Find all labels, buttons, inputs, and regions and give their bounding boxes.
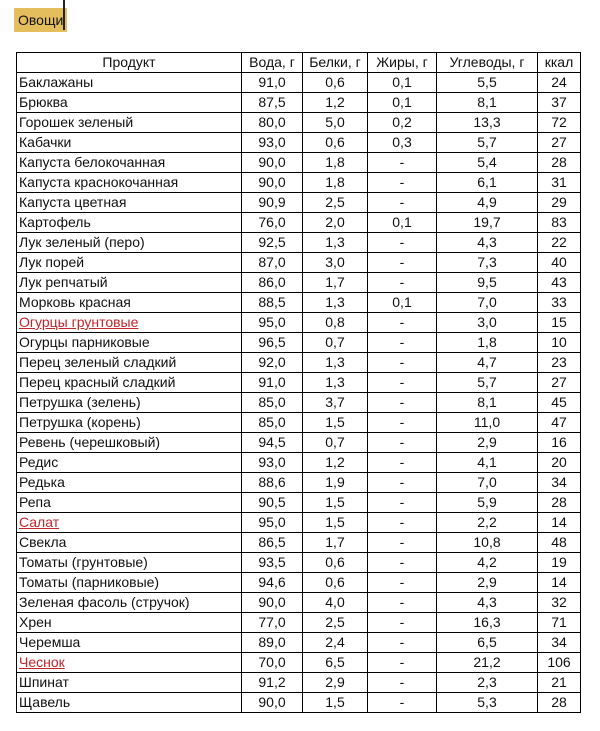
table-row xyxy=(17,73,581,93)
cell-product: Петрушка (зелень) xyxy=(17,393,242,413)
cell-product: Томаты (парниковые) xyxy=(17,573,242,593)
cell-carbs: 19,7 xyxy=(437,213,538,233)
cell-fat: - xyxy=(368,533,437,553)
cell-water: 91,0 xyxy=(242,373,303,393)
cell-carbs: 16,3 xyxy=(437,613,538,633)
cell-protein: 1,8 xyxy=(303,153,368,173)
cell-product: Свекла xyxy=(17,533,242,553)
cell-fat: - xyxy=(368,693,437,713)
cell-carbs: 10,8 xyxy=(437,533,538,553)
cell-protein: 2,9 xyxy=(303,673,368,693)
cell-protein: 0,8 xyxy=(303,313,368,333)
cell-protein: 1,9 xyxy=(303,473,368,493)
cell-fat: - xyxy=(368,553,437,573)
cell-product: Лук репчатый xyxy=(17,273,242,293)
table-header-row xyxy=(17,53,581,73)
table-row xyxy=(17,413,581,433)
cell-protein: 2,0 xyxy=(303,213,368,233)
cell-fat: - xyxy=(368,653,437,673)
cell-carbs: 7,0 xyxy=(437,293,538,313)
cell-protein: 5,0 xyxy=(303,113,368,133)
cell-water: 89,0 xyxy=(242,633,303,653)
cell-water: 90,5 xyxy=(242,493,303,513)
cell-protein: 6,5 xyxy=(303,653,368,673)
cell-fat: - xyxy=(368,313,437,333)
cell-kcal: 33 xyxy=(538,293,581,313)
cell-carbs: 5,9 xyxy=(437,493,538,513)
cell-kcal: 19 xyxy=(538,553,581,573)
cell-water: 90,0 xyxy=(242,173,303,193)
cell-water: 86,5 xyxy=(242,533,303,553)
cell-fat: - xyxy=(368,373,437,393)
cell-carbs: 7,3 xyxy=(437,253,538,273)
cell-kcal: 10 xyxy=(538,333,581,353)
table-row xyxy=(17,233,581,253)
cell-fat: - xyxy=(368,333,437,353)
cell-fat: - xyxy=(368,453,437,473)
cell-protein: 2,5 xyxy=(303,613,368,633)
cell-protein: 1,3 xyxy=(303,373,368,393)
cell-water: 95,0 xyxy=(242,313,303,333)
cell-water: 85,0 xyxy=(242,413,303,433)
cell-protein: 1,2 xyxy=(303,453,368,473)
cell-protein: 1,8 xyxy=(303,173,368,193)
cell-carbs: 4,3 xyxy=(437,233,538,253)
cell-water: 86,0 xyxy=(242,273,303,293)
cell-product: Щавель xyxy=(17,693,242,713)
cell-product: Лук порей xyxy=(17,253,242,273)
cell-product: Капуста краснокочанная xyxy=(17,173,242,193)
cell-water: 88,5 xyxy=(242,293,303,313)
cell-carbs: 11,0 xyxy=(437,413,538,433)
cell-protein: 1,2 xyxy=(303,93,368,113)
table-row xyxy=(17,333,581,353)
cell-carbs: 5,4 xyxy=(437,153,538,173)
cell-protein: 2,4 xyxy=(303,633,368,653)
cell-protein: 3,7 xyxy=(303,393,368,413)
cell-carbs: 4,2 xyxy=(437,553,538,573)
cell-product: Кабачки xyxy=(17,133,242,153)
cell-fat: - xyxy=(368,513,437,533)
cell-kcal: 48 xyxy=(538,533,581,553)
cell-carbs: 1,8 xyxy=(437,333,538,353)
table-row xyxy=(17,353,581,373)
cell-water: 93,0 xyxy=(242,133,303,153)
cell-product: Томаты (грунтовые) xyxy=(17,553,242,573)
cell-kcal: 16 xyxy=(538,433,581,453)
cell-carbs: 4,7 xyxy=(437,353,538,373)
cell-kcal: 27 xyxy=(538,373,581,393)
cell-kcal: 14 xyxy=(538,513,581,533)
cell-kcal: 45 xyxy=(538,393,581,413)
cell-fat: - xyxy=(368,273,437,293)
cell-product: Ревень (черешковый) xyxy=(17,433,242,453)
cell-carbs: 6,5 xyxy=(437,633,538,653)
header-fat: Жиры, г xyxy=(368,53,437,73)
table-row xyxy=(17,673,581,693)
table-row xyxy=(17,93,581,113)
cell-product: Морковь красная xyxy=(17,293,242,313)
cell-product: Перец красный сладкий xyxy=(17,373,242,393)
cell-product: Редька xyxy=(17,473,242,493)
cell-kcal: 28 xyxy=(538,493,581,513)
cell-kcal: 23 xyxy=(538,353,581,373)
cell-carbs: 7,0 xyxy=(437,473,538,493)
cell-carbs: 8,1 xyxy=(437,93,538,113)
cell-protein: 0,7 xyxy=(303,433,368,453)
table-row xyxy=(17,693,581,713)
product-link[interactable]: Огурцы грунтовые xyxy=(17,313,242,333)
table-row xyxy=(17,313,581,333)
cell-water: 90,0 xyxy=(242,693,303,713)
table-row xyxy=(17,513,581,533)
cell-fat: - xyxy=(368,153,437,173)
table-row xyxy=(17,193,581,213)
table-row xyxy=(17,173,581,193)
section-title-badge: Овощи xyxy=(14,8,67,32)
cell-water: 95,0 xyxy=(242,513,303,533)
cell-fat: - xyxy=(368,613,437,633)
table-row xyxy=(17,113,581,133)
table-row xyxy=(17,613,581,633)
cell-kcal: 14 xyxy=(538,573,581,593)
cell-water: 87,0 xyxy=(242,253,303,273)
cell-kcal: 27 xyxy=(538,133,581,153)
cell-fat: 0,1 xyxy=(368,93,437,113)
cell-water: 90,0 xyxy=(242,153,303,173)
header-product: Продукт xyxy=(17,53,242,73)
cell-water: 93,0 xyxy=(242,453,303,473)
cell-kcal: 72 xyxy=(538,113,581,133)
cell-product: Огурцы парниковые xyxy=(17,333,242,353)
cell-protein: 1,5 xyxy=(303,693,368,713)
table-row xyxy=(17,373,581,393)
header-carbs: Углеводы, г xyxy=(437,53,538,73)
cell-product: Петрушка (корень) xyxy=(17,413,242,433)
cell-carbs: 4,3 xyxy=(437,593,538,613)
cell-water: 94,6 xyxy=(242,573,303,593)
cell-kcal: 83 xyxy=(538,213,581,233)
table-row xyxy=(17,433,581,453)
cell-kcal: 43 xyxy=(538,273,581,293)
table-row xyxy=(17,573,581,593)
cell-product: Капуста цветная xyxy=(17,193,242,213)
table-row xyxy=(17,253,581,273)
cell-water: 80,0 xyxy=(242,113,303,133)
cell-water: 90,0 xyxy=(242,593,303,613)
cell-carbs: 2,9 xyxy=(437,433,538,453)
cell-product: Капуста белокочанная xyxy=(17,153,242,173)
cell-kcal: 71 xyxy=(538,613,581,633)
table-row xyxy=(17,493,581,513)
cell-kcal: 34 xyxy=(538,633,581,653)
cell-kcal: 47 xyxy=(538,413,581,433)
cell-fat: - xyxy=(368,433,437,453)
cell-kcal: 29 xyxy=(538,193,581,213)
cell-protein: 1,5 xyxy=(303,513,368,533)
cell-water: 94,5 xyxy=(242,433,303,453)
table-body xyxy=(17,73,581,713)
cell-water: 92,0 xyxy=(242,353,303,373)
cell-product: Картофель xyxy=(17,213,242,233)
cell-water: 88,6 xyxy=(242,473,303,493)
cell-fat: - xyxy=(368,673,437,693)
cell-protein: 1,5 xyxy=(303,493,368,513)
cell-protein: 0,6 xyxy=(303,553,368,573)
cell-water: 70,0 xyxy=(242,653,303,673)
cell-protein: 4,0 xyxy=(303,593,368,613)
cell-product: Редис xyxy=(17,453,242,473)
cell-water: 87,5 xyxy=(242,93,303,113)
cell-fat: - xyxy=(368,173,437,193)
cell-protein: 0,6 xyxy=(303,573,368,593)
cell-fat: 0,2 xyxy=(368,113,437,133)
cell-kcal: 15 xyxy=(538,313,581,333)
cell-carbs: 21,2 xyxy=(437,653,538,673)
table-row xyxy=(17,593,581,613)
cell-protein: 1,5 xyxy=(303,413,368,433)
table-row xyxy=(17,533,581,553)
cell-water: 77,0 xyxy=(242,613,303,633)
cell-fat: 0,1 xyxy=(368,293,437,313)
cell-fat: 0,1 xyxy=(368,213,437,233)
cell-carbs: 4,9 xyxy=(437,193,538,213)
cell-protein: 1,3 xyxy=(303,233,368,253)
product-link[interactable]: Салат xyxy=(17,513,242,533)
cell-fat: 0,1 xyxy=(368,73,437,93)
cell-kcal: 28 xyxy=(538,153,581,173)
cell-kcal: 21 xyxy=(538,673,581,693)
cell-product: Шпинат xyxy=(17,673,242,693)
cell-kcal: 24 xyxy=(538,73,581,93)
product-link[interactable]: Чеснок xyxy=(17,653,242,673)
cell-fat: - xyxy=(368,413,437,433)
cell-fat: - xyxy=(368,573,437,593)
cell-fat: - xyxy=(368,593,437,613)
table-row xyxy=(17,273,581,293)
text-cursor xyxy=(63,0,65,30)
table-row xyxy=(17,653,581,673)
table-row xyxy=(17,293,581,313)
table-row xyxy=(17,633,581,653)
header-protein: Белки, г xyxy=(303,53,368,73)
table-row xyxy=(17,213,581,233)
cell-kcal: 22 xyxy=(538,233,581,253)
cell-kcal: 106 xyxy=(538,653,581,673)
cell-fat: - xyxy=(368,233,437,253)
cell-protein: 0,6 xyxy=(303,133,368,153)
cell-water: 93,5 xyxy=(242,553,303,573)
cell-water: 90,9 xyxy=(242,193,303,213)
cell-protein: 0,6 xyxy=(303,73,368,93)
cell-fat: - xyxy=(368,353,437,373)
cell-protein: 1,3 xyxy=(303,293,368,313)
cell-kcal: 31 xyxy=(538,173,581,193)
cell-carbs: 5,5 xyxy=(437,73,538,93)
cell-kcal: 32 xyxy=(538,593,581,613)
cell-protein: 1,3 xyxy=(303,353,368,373)
cell-product: Лук зеленый (перо) xyxy=(17,233,242,253)
cell-carbs: 9,5 xyxy=(437,273,538,293)
table-row xyxy=(17,453,581,473)
cell-fat: 0,3 xyxy=(368,133,437,153)
cell-carbs: 5,7 xyxy=(437,133,538,153)
nutrition-table xyxy=(16,52,581,713)
cell-kcal: 28 xyxy=(538,693,581,713)
cell-water: 92,5 xyxy=(242,233,303,253)
table-row xyxy=(17,133,581,153)
header-kcal: ккал xyxy=(538,53,581,73)
header-water: Вода, г xyxy=(242,53,303,73)
cell-protein: 3,0 xyxy=(303,253,368,273)
cell-water: 91,2 xyxy=(242,673,303,693)
cell-carbs: 2,3 xyxy=(437,673,538,693)
cell-kcal: 40 xyxy=(538,253,581,273)
cell-fat: - xyxy=(368,393,437,413)
cell-water: 96,5 xyxy=(242,333,303,353)
cell-kcal: 37 xyxy=(538,93,581,113)
cell-protein: 1,7 xyxy=(303,273,368,293)
cell-carbs: 2,2 xyxy=(437,513,538,533)
cell-protein: 0,7 xyxy=(303,333,368,353)
cell-kcal: 34 xyxy=(538,473,581,493)
table-row xyxy=(17,553,581,573)
cell-product: Горошек зеленый xyxy=(17,113,242,133)
cell-fat: - xyxy=(368,253,437,273)
cell-carbs: 4,1 xyxy=(437,453,538,473)
cell-carbs: 2,9 xyxy=(437,573,538,593)
table-row xyxy=(17,473,581,493)
cell-kcal: 20 xyxy=(538,453,581,473)
cell-product: Черемша xyxy=(17,633,242,653)
cell-carbs: 8,1 xyxy=(437,393,538,413)
cell-water: 91,0 xyxy=(242,73,303,93)
cell-carbs: 13,3 xyxy=(437,113,538,133)
cell-product: Репа xyxy=(17,493,242,513)
cell-water: 85,0 xyxy=(242,393,303,413)
table-row xyxy=(17,153,581,173)
cell-protein: 1,7 xyxy=(303,533,368,553)
cell-carbs: 5,3 xyxy=(437,693,538,713)
cell-carbs: 6,1 xyxy=(437,173,538,193)
cell-carbs: 5,7 xyxy=(437,373,538,393)
cell-product: Брюква xyxy=(17,93,242,113)
cell-fat: - xyxy=(368,473,437,493)
cell-protein: 2,5 xyxy=(303,193,368,213)
cell-water: 76,0 xyxy=(242,213,303,233)
cell-product: Зеленая фасоль (стручок) xyxy=(17,593,242,613)
table-row xyxy=(17,393,581,413)
cell-product: Перец зеленый сладкий xyxy=(17,353,242,373)
cell-fat: - xyxy=(368,193,437,213)
cell-product: Хрен xyxy=(17,613,242,633)
cell-fat: - xyxy=(368,493,437,513)
cell-product: Баклажаны xyxy=(17,73,242,93)
cell-carbs: 3,0 xyxy=(437,313,538,333)
cell-fat: - xyxy=(368,633,437,653)
